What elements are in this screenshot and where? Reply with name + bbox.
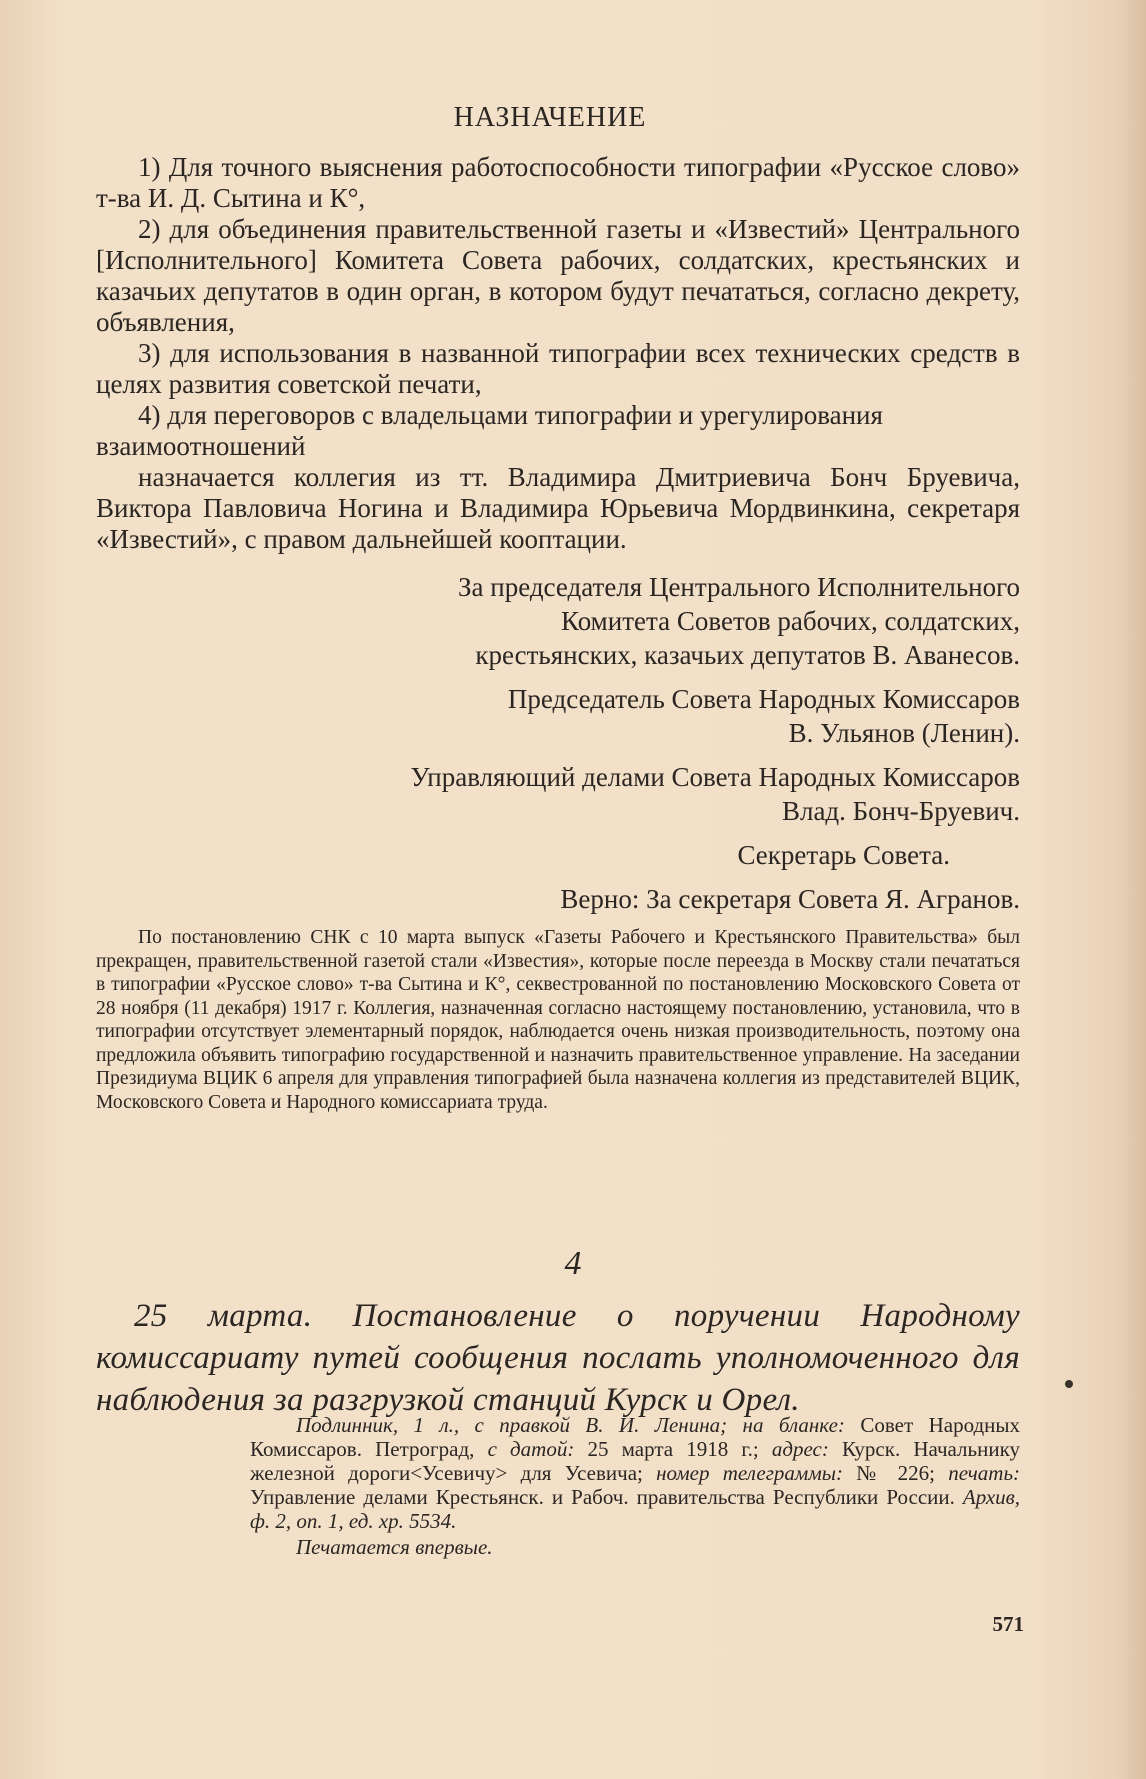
signature-avanesov (220, 570, 1020, 672)
signatures-block (220, 570, 1020, 926)
signature-line: Секретарь Совета. (737, 840, 950, 870)
editorial-note (96, 926, 1020, 1114)
signature-line: Управляющий делами Совета Народных Комиссаров (410, 762, 1020, 792)
note-text: По постановлению СНК с 10 марта выпуск «Газеты Рабочего и Крестьянского Правительства» был прекращен, правительственной газетой стали «Известия», которые после переезда в Москву стали печататься в типографии «Русское слово» т-ва Сытина и К°, секвестрованной по постановлению Московского Совета от 28 ноября (11 декабря) 1917 г. Коллегия, назначенная согласно настоящему постановлению, установила, что в типографии отсутствует элементарный порядок, наблюдается очень низкая производительность, поэтому она предложила объявить типографию государственной и назначить правительственное управление. На заседании Президиума ВЦИК 6 апреля для управления типографией была назначена коллегия из представителей ВЦИК, Московского Совета и Народного комиссариата труда. (96, 927, 1020, 1113)
source-reference (250, 1413, 1020, 1559)
decree-item-3: 3) для использования в названной типографии всех технических средств в целях развития советской печати, (96, 338, 1020, 399)
decree-item-2: 2) для объединения правительственной газеты и «Известий» Центрального [Исполнительного] Комитета Совета рабочих, солдатских, крестьянских и казачьих депутатов в один орган, в котором будут печататься, согласно декрету, объявления, (96, 214, 1020, 337)
page-edge-shadow (1116, 0, 1146, 1779)
signature-agranov (220, 882, 1020, 916)
signature-secretary (220, 838, 950, 872)
signature-line: За председателя Центрального Исполнительного (457, 572, 1020, 602)
printed-first-time-note: Печатается впервые. (296, 1535, 493, 1559)
document-title: 25 марта. Постановление о поручении Народному комиссариату путей сообщения послать уполномоченного для наблюдения за разгрузкой станций Курск и Орел. (96, 1298, 1020, 1418)
decree-conclusion: назначается коллегия из тт. Владимира Дмитриевича Бонч Бруевича, Виктора Павловича Ногина и Владимира Юрьевича Мордвинкина, секретаря «Известий», с правом дальнейшей кооптации. (96, 462, 1020, 554)
decree-item-1: 1) Для точного выяснения работоспособности типографии «Русское слово» т-ва И. Д. Сытина и К°, (96, 152, 1020, 213)
signature-line: В. Ульянов (Ленин). (788, 718, 1020, 748)
signature-line: Комитета Советов рабочих, солдатских, (561, 606, 1020, 636)
signature-lenin (220, 682, 1020, 750)
decree-item-4: 4) для переговоров с владельцами типографии и урегулирования взаимоотношений (96, 400, 883, 461)
signature-line: Председатель Совета Народных Комиссаров (507, 684, 1020, 714)
signature-bonch-bruevich (220, 760, 1020, 828)
section-heading: НАЗНАЧЕНИЕ (453, 102, 647, 133)
document-number: 4 (564, 1245, 582, 1282)
signature-line: Верно: За секретаря Совета Я. Агранов. (560, 884, 1020, 914)
ink-dot (1065, 1380, 1073, 1388)
page-number: 571 (992, 1612, 1024, 1636)
source-text: Подлинник, 1 л., с правкой В. И. Ленина; на бланке: Совет Народных Комиссаров. Петроград, с датой: 25 марта 1918 г.; адрес: Курск. Начальнику железной дороги<Усевичу> для Усевича; номер телеграммы: № 226; печать: Управление делами Крестьянск. и Рабоч. правительства Республики России. Архив, ф. 2, оп. 1, ед. хр. 5534. (250, 1413, 1020, 1533)
signature-line: Влад. Бонч-Бруевич. (781, 796, 1020, 826)
signature-line: крестьянских, казачьих депутатов В. Аванесов. (475, 640, 1020, 670)
decree-text (96, 152, 1020, 555)
